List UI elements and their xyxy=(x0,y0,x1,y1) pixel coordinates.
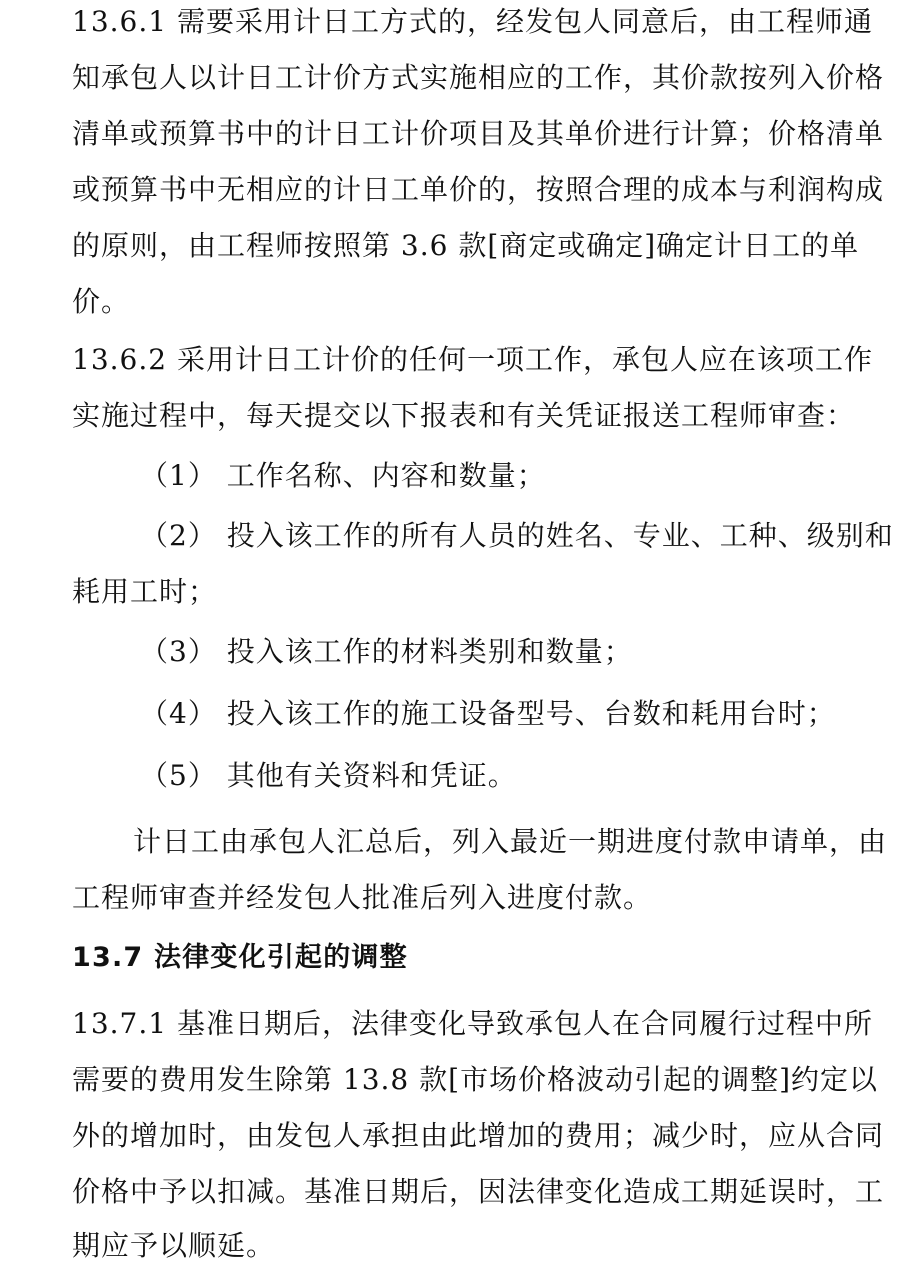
paragraph-13-6-1-line: 知承包人以计日工计价方式实施相应的工作，其价款按列入价格 xyxy=(72,61,885,94)
paragraph-13-7-1-line: 期应予以顺延。 xyxy=(72,1229,276,1262)
paragraph-13-6-1-line: 13.6.1 需要采用计日工方式的，经发包人同意后，由工程师通 xyxy=(72,5,873,38)
list-item-continuation: 耗用工时； xyxy=(72,575,218,608)
paragraph-13-7-1-line: 价格中予以扣减。基准日期后，因法律变化造成工期延误时，工 xyxy=(72,1175,885,1208)
paragraph-13-7-1-line: 外的增加时，由发包人承担由此增加的费用；减少时，应从合同 xyxy=(72,1119,885,1152)
section-heading-13-7: 13.7 法律变化引起的调整 xyxy=(72,942,408,973)
list-item: （3） 投入该工作的材料类别和数量； xyxy=(140,635,633,668)
paragraph-13-6-1-line: 清单或预算书中的计日工计价项目及其单价进行计算；价格清单 xyxy=(72,117,885,150)
paragraph-13-6-1-line: 或预算书中无相应的计日工单价的，按照合理的成本与利润构成 xyxy=(72,173,885,206)
paragraph-13-6-2-line: 实施过程中，每天提交以下报表和有关凭证报送工程师审查： xyxy=(72,399,856,432)
list-item: （4） 投入该工作的施工设备型号、台数和耗用台时； xyxy=(140,697,836,730)
list-item: （2） 投入该工作的所有人员的姓名、专业、工种、级别和 xyxy=(140,519,894,552)
paragraph-13-7-1-line: 13.7.1 基准日期后，法律变化导致承包人在合同履行过程中所 xyxy=(72,1007,873,1040)
list-item: （5） 其他有关资料和凭证。 xyxy=(140,759,517,792)
paragraph-13-6-1-line: 的原则，由工程师按照第 3.6 款[商定或确定]确定计日工的单 xyxy=(72,229,860,262)
paragraph-13-7-1-line: 需要的费用发生除第 13.8 款[市场价格波动引起的调整]约定以 xyxy=(72,1063,878,1096)
paragraph-13-6-1-line: 价。 xyxy=(72,285,131,318)
paragraph-13-6-2-line: 13.6.2 采用计日工计价的任何一项工作，承包人应在该项工作 xyxy=(72,343,873,376)
summary-paragraph-line: 计日工由承包人汇总后，列入最近一期进度付款申请单，由 xyxy=(133,825,888,858)
list-item: （1） 工作名称、内容和数量； xyxy=(140,459,546,492)
summary-paragraph-line: 工程师审查并经发包人批准后列入进度付款。 xyxy=(72,881,653,914)
